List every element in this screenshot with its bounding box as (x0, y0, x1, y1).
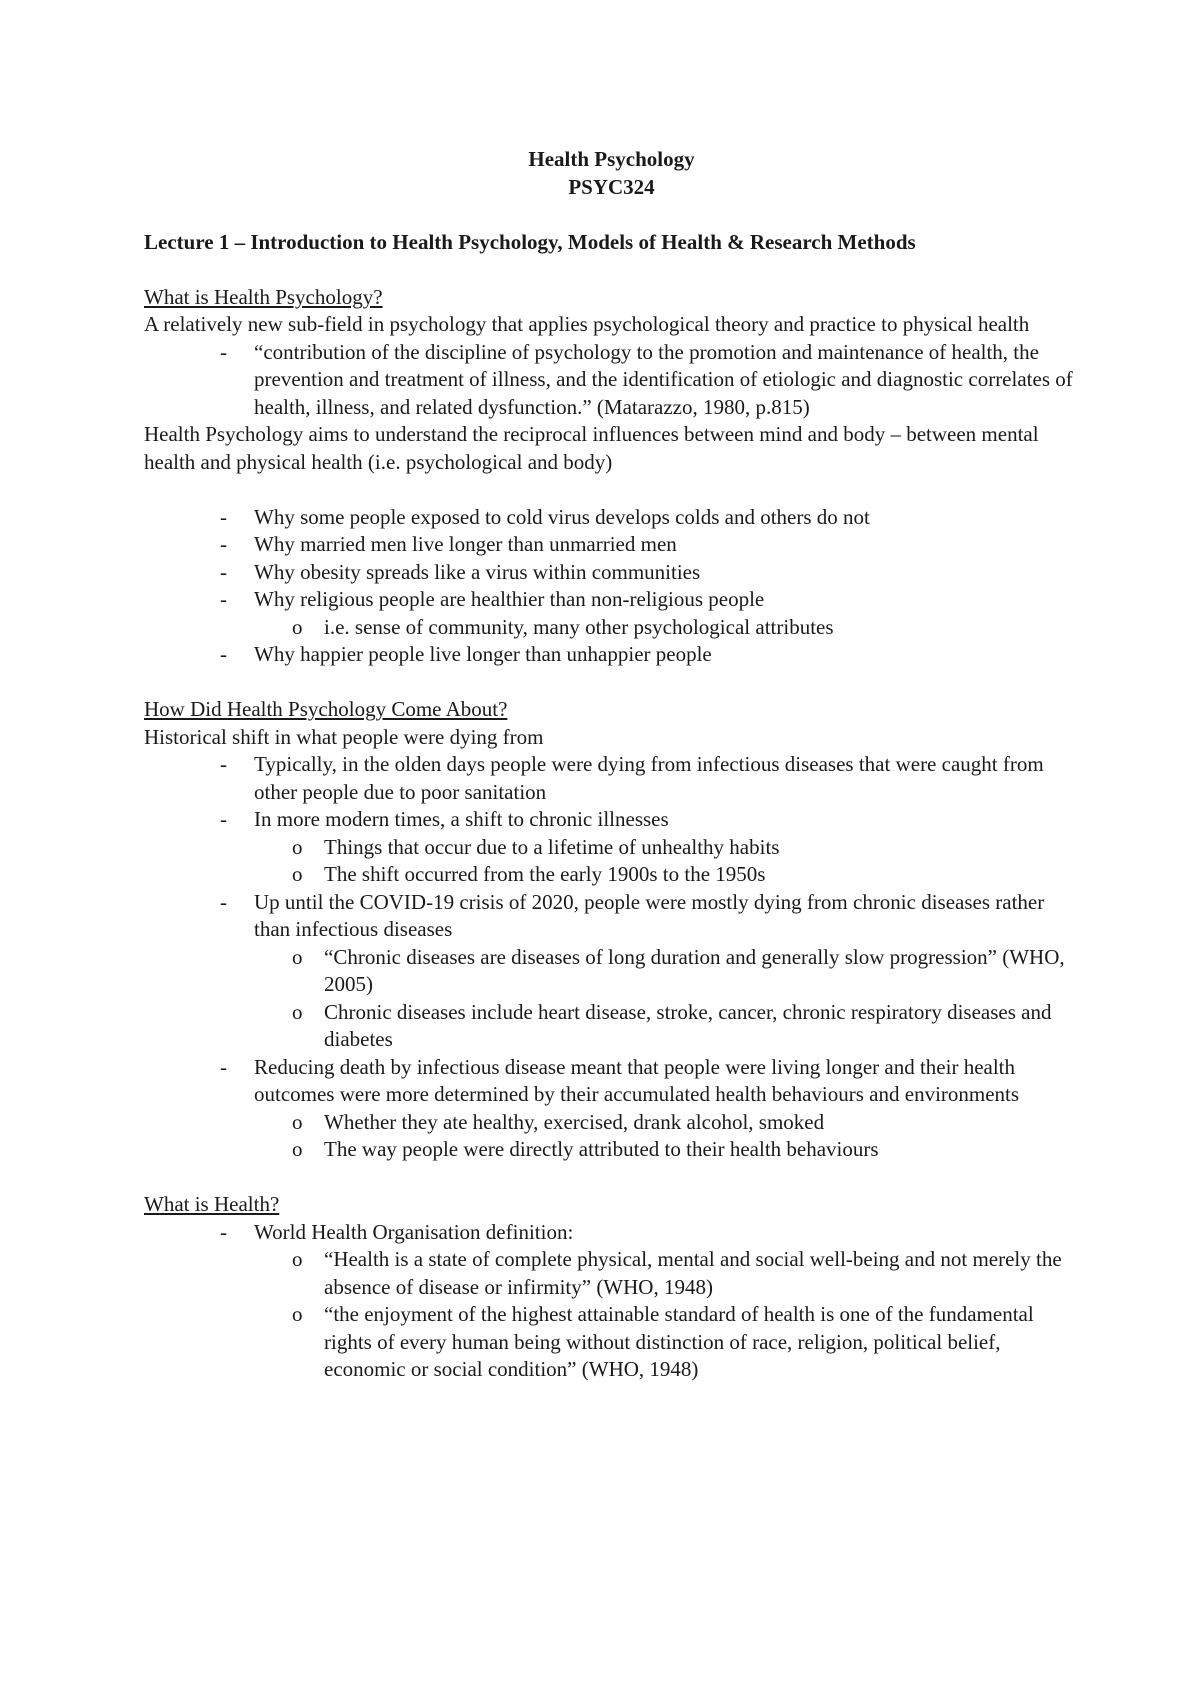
sub-list-item-text: The way people were directly attributed to their health behaviours (324, 1137, 879, 1161)
list-item (144, 504, 1079, 532)
circle-marker: o (292, 1247, 303, 1271)
sub-list (254, 834, 1079, 889)
dash-marker: - (220, 559, 227, 584)
section-heading-what-is-health-psychology: What is Health Psychology? (144, 284, 383, 309)
sub-list-item (144, 1136, 1079, 1164)
history-list (144, 751, 1079, 1164)
section-heading-how-did-it-come-about: How Did Health Psychology Come About? (144, 697, 508, 721)
list-item-text: Up until the COVID-19 crisis of 2020, people were mostly dying from chronic diseases rather than infectious diseases (254, 889, 1045, 941)
why-list (144, 504, 1079, 669)
sub-list-item (144, 944, 1079, 999)
dash-marker: - (220, 1219, 227, 1244)
dash-marker: - (220, 642, 227, 666)
list-item-text: Why obesity spreads like a virus within communities (254, 559, 701, 584)
sub-list (254, 944, 1079, 1054)
sub-list-item (144, 1246, 1079, 1301)
list-item-text: In more modern times, a shift to chronic illnesses (254, 807, 669, 831)
sub-list (254, 614, 1079, 642)
sub-list-item-text: “the enjoyment of the highest attainable standard of health is one of the fundamental rights of every human being without distinction of race, religion, political belief, economic or social condition” (WHO, 1948) (324, 1302, 1034, 1381)
list-item-text: Why married men live longer than unmarried men (254, 532, 677, 556)
circle-marker: o (292, 862, 303, 886)
dash-marker: - (220, 1054, 227, 1079)
sub-list-item-text: Whether they ate healthy, exercised, drank alcohol, smoked (324, 1109, 825, 1134)
sub-list-item-text: Things that occur due to a lifetime of unhealthy habits (324, 834, 780, 859)
sub-list-item-text: Chronic diseases include heart disease, stroke, cancer, chronic respiratory diseases and diabetes (324, 999, 1052, 1051)
list-item (144, 531, 1079, 559)
sub-list-item (144, 999, 1079, 1054)
dash-marker: - (220, 807, 227, 831)
course-code: PSYC324 (568, 174, 655, 199)
sub-list-item (144, 1109, 1079, 1137)
section-heading-what-is-health: What is Health? (144, 1192, 280, 1216)
list-item (144, 806, 1079, 889)
sub-list (254, 1109, 1079, 1164)
paragraph-intro: A relatively new sub-field in psychology that applies psychological theory and practice to physical health (144, 312, 1030, 336)
list-item-text: World Health Organisation definition: (254, 1219, 574, 1244)
list-item (144, 559, 1079, 587)
dash-marker: - (220, 587, 227, 611)
circle-marker: o (292, 1302, 303, 1326)
list-item-text: Why happier people live longer than unhappier people (254, 642, 712, 666)
sub-list-item (144, 834, 1079, 862)
paragraph-aims: Health Psychology aims to understand the reciprocal influences between mind and body – between mental health and physical health (i.e. psychological and body) (144, 422, 1039, 474)
list-item (144, 586, 1079, 641)
list-item-text: “contribution of the discipline of psychology to the promotion and maintenance of health, the prevention and treatment of illness, and the identification of etiologic and diagnostic correlates of health, illness, and related dysfunction.” (Matarazzo, 1980, p.815) (254, 339, 1073, 419)
circle-marker: o (292, 834, 303, 859)
quote-list (144, 339, 1079, 422)
dash-marker: - (220, 339, 227, 364)
sub-list-item-text: The shift occurred from the early 1900s to the 1950s (324, 862, 766, 886)
document-title: Health Psychology (528, 147, 695, 171)
list-item (144, 889, 1079, 1054)
lecture-title: Lecture 1 – Introduction to Health Psychology, Models of Health & Research Methods (144, 229, 916, 254)
circle-marker: o (292, 1109, 303, 1134)
list-item-text: Typically, in the olden days people were dying from infectious diseases that were caught from other people due to poor sanitation (254, 752, 1044, 804)
circle-marker: o (292, 999, 303, 1024)
health-list (144, 1219, 1079, 1384)
list-item (144, 1219, 1079, 1384)
list-item (144, 1054, 1079, 1164)
sub-list-item-text: “Chronic diseases are diseases of long duration and generally slow progression” (WHO, 2005) (324, 944, 1065, 996)
list-item-text: Why some people exposed to cold virus develops colds and others do not (254, 504, 870, 529)
dash-marker: - (220, 752, 227, 776)
circle-marker: o (292, 614, 303, 639)
sub-list-item-text: “Health is a state of complete physical, mental and social well-being and not merely the absence of disease or infirmity” (WHO, 1948) (324, 1247, 1062, 1299)
sub-list-item-text: i.e. sense of community, many other psychological attributes (324, 614, 834, 639)
sub-list (254, 1246, 1079, 1384)
circle-marker: o (292, 1137, 303, 1161)
dash-marker: - (220, 532, 227, 556)
dash-marker: - (220, 504, 227, 529)
circle-marker: o (292, 944, 303, 969)
list-item (144, 339, 1079, 422)
list-item-text: Reducing death by infectious disease meant that people were living longer and their health outcomes were more determined by their accumulated health behaviours and environments (254, 1054, 1020, 1106)
sub-list-item (144, 614, 1079, 642)
sub-list-item (144, 1301, 1079, 1384)
dash-marker: - (220, 889, 227, 914)
list-item (144, 641, 1079, 669)
document-content (144, 146, 1079, 1384)
list-item-text: Why religious people are healthier than non-religious people (254, 587, 765, 611)
sub-list-item (144, 861, 1079, 889)
paragraph-historical-shift: Historical shift in what people were dying from (144, 724, 544, 749)
list-item (144, 751, 1079, 806)
